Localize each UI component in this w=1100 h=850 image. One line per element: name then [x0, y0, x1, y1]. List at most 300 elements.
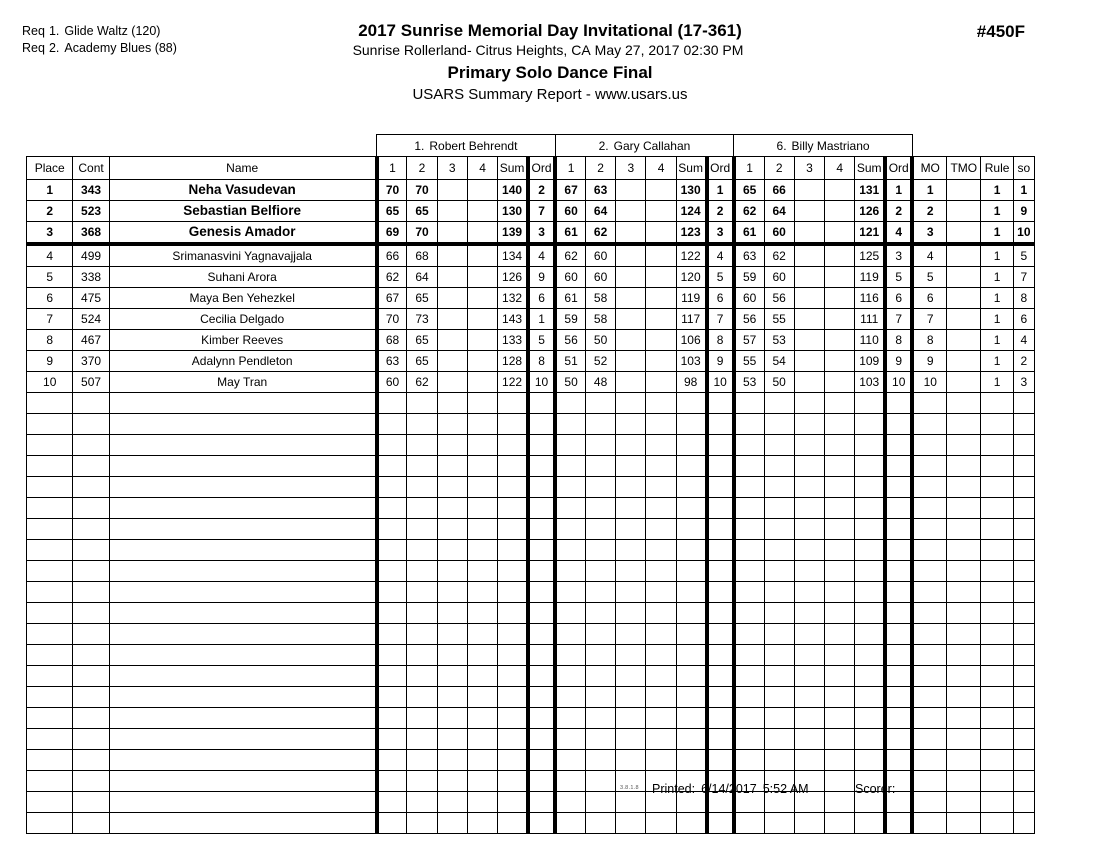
row-j2-d1 [555, 561, 585, 582]
row-j2-d2 [585, 540, 615, 561]
row-j1-d1 [377, 582, 407, 603]
row-j1-sum [498, 729, 528, 750]
row-j2-ord [707, 456, 734, 477]
scorer-label: Scorer: [855, 782, 896, 796]
row-j3-d4 [825, 813, 855, 834]
printed-time: 5:52 AM [762, 782, 809, 796]
row-j1-d4 [467, 729, 497, 750]
row-rule [981, 792, 1013, 813]
row-tmo [947, 561, 981, 582]
row-j3-d4 [825, 540, 855, 561]
row-j1-d3 [437, 666, 467, 687]
row-j1-sum [498, 561, 528, 582]
table-row-empty[interactable] [27, 393, 1035, 414]
row-j1-d1 [377, 729, 407, 750]
table-row[interactable] [27, 222, 1035, 245]
row-contestant-number [73, 708, 109, 729]
row-rule [981, 624, 1013, 645]
row-j3-d1 [734, 519, 764, 540]
row-j2-d4 [646, 414, 676, 435]
row-j3-d1 [734, 687, 764, 708]
row-j3-sum [855, 687, 885, 708]
row-j1-sum [498, 687, 528, 708]
row-contestant-number [73, 792, 109, 813]
row-j3-d3 [794, 603, 824, 624]
row-j1-d1 [377, 792, 407, 813]
row-j3-ord: 9 [885, 351, 912, 372]
row-j1-d1 [377, 540, 407, 561]
table-row-empty[interactable] [27, 603, 1035, 624]
row-j1-ord: 6 [528, 288, 555, 309]
row-rule [981, 477, 1013, 498]
row-rule [981, 771, 1013, 792]
row-j1-ord [528, 666, 555, 687]
row-j1-d2: 65 [407, 201, 437, 222]
row-j2-sum: 119 [676, 288, 706, 309]
row-j2-ord: 9 [707, 351, 734, 372]
row-j2-d3 [616, 729, 646, 750]
row-j2-d4 [646, 180, 676, 201]
row-rule: 1 [981, 309, 1013, 330]
row-j1-sum [498, 603, 528, 624]
row-j3-ord [885, 582, 912, 603]
table-row[interactable] [27, 309, 1035, 330]
row-j1-d2 [407, 687, 437, 708]
row-place [27, 687, 73, 708]
row-j2-d2: 48 [585, 372, 615, 393]
row-j2-d2 [585, 750, 615, 771]
row-so [1013, 687, 1034, 708]
row-j2-ord: 2 [707, 201, 734, 222]
row-j3-sum [855, 582, 885, 603]
table-row[interactable] [27, 201, 1035, 222]
row-j1-ord [528, 771, 555, 792]
requirement-label: Req [22, 41, 45, 55]
table-row-empty[interactable] [27, 645, 1035, 666]
row-place [27, 771, 73, 792]
row-rule [981, 729, 1013, 750]
table-row-empty[interactable] [27, 414, 1035, 435]
row-j2-ord [707, 645, 734, 666]
row-j2-d1: 50 [555, 372, 585, 393]
row-j1-d1: 60 [377, 372, 407, 393]
venue-line [0, 41, 1100, 60]
row-j3-d1: 59 [734, 267, 764, 288]
row-j2-d4 [646, 624, 676, 645]
row-contestant-number [73, 498, 109, 519]
row-j2-sum [676, 624, 706, 645]
row-j1-d1 [377, 708, 407, 729]
row-j2-d2 [585, 519, 615, 540]
row-j3-d4 [825, 645, 855, 666]
column-header-j1-d1: 1 [377, 157, 407, 180]
row-j1-d2 [407, 393, 437, 414]
row-so [1013, 792, 1034, 813]
row-j3-ord: 4 [885, 222, 912, 245]
table-row-empty[interactable] [27, 813, 1035, 834]
row-j1-d4 [467, 813, 497, 834]
row-j1-d3 [437, 414, 467, 435]
row-j1-d3 [437, 180, 467, 201]
judge-name: Gary Callahan [613, 138, 691, 153]
row-j1-sum: 134 [498, 244, 528, 267]
row-j3-sum [855, 750, 885, 771]
row-j2-ord [707, 603, 734, 624]
row-skater-name [109, 771, 376, 792]
row-rule [981, 708, 1013, 729]
printed-info [652, 782, 815, 796]
row-tmo [947, 498, 981, 519]
row-j2-d1 [555, 477, 585, 498]
row-contestant-number [73, 519, 109, 540]
table-row-empty[interactable] [27, 498, 1035, 519]
row-j2-d3 [616, 582, 646, 603]
table-row[interactable] [27, 351, 1035, 372]
row-j3-d2 [764, 393, 794, 414]
row-j3-d3 [794, 288, 824, 309]
row-rule: 1 [981, 201, 1013, 222]
row-j2-sum: 98 [676, 372, 706, 393]
table-row[interactable] [27, 372, 1035, 393]
row-j3-sum: 119 [855, 267, 885, 288]
row-j3-d2: 60 [764, 267, 794, 288]
row-j3-ord [885, 414, 912, 435]
row-rule: 1 [981, 288, 1013, 309]
row-j1-d4 [467, 435, 497, 456]
row-j3-d3 [794, 267, 824, 288]
row-j2-sum: 103 [676, 351, 706, 372]
table-row-empty[interactable] [27, 666, 1035, 687]
row-skater-name: Kimber Reeves [109, 330, 376, 351]
row-j1-d4 [467, 222, 497, 245]
row-j2-ord [707, 708, 734, 729]
row-j1-ord [528, 393, 555, 414]
column-header-place: Place [27, 157, 73, 180]
row-j2-ord [707, 393, 734, 414]
column-header-j3-d3: 3 [794, 157, 824, 180]
row-j1-d3 [437, 771, 467, 792]
judge-number: 1. [414, 138, 425, 153]
table-row-empty[interactable] [27, 582, 1035, 603]
row-j2-sum [676, 582, 706, 603]
row-j2-ord [707, 750, 734, 771]
row-j2-d3 [616, 561, 646, 582]
row-contestant-number [73, 393, 109, 414]
row-j2-d1 [555, 498, 585, 519]
row-place: 3 [27, 222, 73, 245]
row-j2-sum: 106 [676, 330, 706, 351]
row-j2-ord [707, 687, 734, 708]
row-j1-ord: 2 [528, 180, 555, 201]
table-row-empty[interactable] [27, 519, 1035, 540]
row-j2-sum [676, 708, 706, 729]
row-j2-d1 [555, 540, 585, 561]
row-j3-d1 [734, 435, 764, 456]
row-so: 6 [1013, 309, 1034, 330]
row-tmo [947, 180, 981, 201]
column-header-j2-sum: Sum [676, 157, 706, 180]
row-j2-d1: 62 [555, 244, 585, 267]
table-row[interactable] [27, 180, 1035, 201]
row-contestant-number: 368 [73, 222, 109, 245]
row-j1-sum [498, 540, 528, 561]
row-j3-d3 [794, 813, 824, 834]
row-rule: 1 [981, 180, 1013, 201]
row-mo: 2 [912, 201, 946, 222]
table-row[interactable] [27, 244, 1035, 267]
column-header-j1-d2: 2 [407, 157, 437, 180]
row-j3-d2: 62 [764, 244, 794, 267]
row-j1-d1: 66 [377, 244, 407, 267]
column-header-tmo: TMO [947, 157, 981, 180]
row-j3-ord [885, 708, 912, 729]
row-place [27, 393, 73, 414]
row-j2-d4 [646, 687, 676, 708]
column-header-j2-d3: 3 [616, 157, 646, 180]
row-j2-ord [707, 561, 734, 582]
row-j1-ord [528, 645, 555, 666]
table-row[interactable] [27, 330, 1035, 351]
row-j3-d3 [794, 414, 824, 435]
row-j2-d4 [646, 498, 676, 519]
row-j1-ord [528, 792, 555, 813]
row-j1-sum: 132 [498, 288, 528, 309]
row-j2-d1 [555, 393, 585, 414]
row-j2-d1: 59 [555, 309, 585, 330]
row-j3-d4 [825, 244, 855, 267]
row-rule [981, 750, 1013, 771]
row-j2-d2 [585, 708, 615, 729]
row-j2-d2 [585, 456, 615, 477]
row-j3-ord [885, 729, 912, 750]
row-skater-name [109, 414, 376, 435]
row-j2-d3 [616, 456, 646, 477]
row-j3-d2 [764, 813, 794, 834]
row-j2-d1 [555, 771, 585, 792]
row-j3-d4 [825, 180, 855, 201]
table-row[interactable] [27, 288, 1035, 309]
row-j2-d4 [646, 456, 676, 477]
row-j1-d2 [407, 624, 437, 645]
row-j1-d3 [437, 267, 467, 288]
row-j3-d2 [764, 750, 794, 771]
row-skater-name: Neha Vasudevan [109, 180, 376, 201]
row-j2-d4 [646, 309, 676, 330]
row-j1-d4 [467, 244, 497, 267]
column-header-mo: MO [912, 157, 946, 180]
row-j2-d4 [646, 750, 676, 771]
row-j1-sum [498, 498, 528, 519]
row-j3-sum [855, 498, 885, 519]
column-header-j1-d4: 4 [467, 157, 497, 180]
table-row-empty[interactable] [27, 729, 1035, 750]
row-j1-d4 [467, 792, 497, 813]
row-rule [981, 456, 1013, 477]
table-row-empty[interactable] [27, 561, 1035, 582]
row-tmo [947, 519, 981, 540]
row-contestant-number [73, 540, 109, 561]
row-j3-d3 [794, 561, 824, 582]
row-skater-name [109, 624, 376, 645]
row-j2-d2: 60 [585, 267, 615, 288]
row-skater-name: Sebastian Belfiore [109, 201, 376, 222]
row-rule: 1 [981, 372, 1013, 393]
requirement-text: Glide Waltz (120) [64, 24, 161, 38]
row-mo [912, 582, 946, 603]
table-row-empty[interactable] [27, 477, 1035, 498]
row-j1-d2: 70 [407, 222, 437, 245]
row-j2-d4 [646, 372, 676, 393]
row-j2-sum: 123 [676, 222, 706, 245]
row-skater-name [109, 750, 376, 771]
row-j3-sum [855, 666, 885, 687]
row-j1-d4 [467, 561, 497, 582]
row-j1-d4 [467, 351, 497, 372]
row-place: 1 [27, 180, 73, 201]
row-j3-sum: 103 [855, 372, 885, 393]
row-j2-d2: 63 [585, 180, 615, 201]
row-j2-d3 [616, 267, 646, 288]
row-j2-sum: 117 [676, 309, 706, 330]
row-j3-d4 [825, 687, 855, 708]
table-row-empty[interactable] [27, 750, 1035, 771]
row-j1-ord [528, 456, 555, 477]
event-code: #450F [976, 22, 1025, 41]
row-j3-d1 [734, 750, 764, 771]
row-j2-d2: 52 [585, 351, 615, 372]
row-j2-d1 [555, 666, 585, 687]
requirement-number: 1. [48, 24, 60, 38]
row-so [1013, 666, 1034, 687]
row-skater-name: Srimanasvini Yagnavajjala [109, 244, 376, 267]
row-j3-d2 [764, 687, 794, 708]
row-j2-d1: 67 [555, 180, 585, 201]
row-j2-d4 [646, 540, 676, 561]
row-j1-d4 [467, 330, 497, 351]
row-j2-ord: 4 [707, 244, 734, 267]
row-j2-ord: 1 [707, 180, 734, 201]
row-tmo [947, 582, 981, 603]
row-j1-d4 [467, 372, 497, 393]
printed-date: 6/14/2017 [701, 782, 757, 796]
row-j1-d2 [407, 519, 437, 540]
row-place: 9 [27, 351, 73, 372]
row-j3-ord: 3 [885, 244, 912, 267]
row-j1-ord [528, 561, 555, 582]
row-contestant-number: 499 [73, 244, 109, 267]
row-j3-d3 [794, 666, 824, 687]
row-j3-sum [855, 414, 885, 435]
row-j1-ord [528, 708, 555, 729]
row-j1-d1 [377, 519, 407, 540]
row-j2-d1 [555, 603, 585, 624]
row-mo [912, 771, 946, 792]
row-so [1013, 456, 1034, 477]
row-j2-d4 [646, 561, 676, 582]
row-j3-d1: 53 [734, 372, 764, 393]
table-row-empty[interactable] [27, 456, 1035, 477]
row-j1-d4 [467, 456, 497, 477]
row-mo [912, 603, 946, 624]
row-j2-sum [676, 666, 706, 687]
row-so [1013, 540, 1034, 561]
row-j1-d4 [467, 309, 497, 330]
row-skater-name [109, 540, 376, 561]
row-j2-d2 [585, 477, 615, 498]
venue-name: Sunrise Rollerland- Citrus Heights, CA [352, 42, 591, 58]
row-so: 3 [1013, 372, 1034, 393]
row-j1-d3 [437, 456, 467, 477]
row-j1-sum: 133 [498, 330, 528, 351]
row-j1-sum [498, 435, 528, 456]
row-j1-d1: 65 [377, 201, 407, 222]
row-j3-d1 [734, 477, 764, 498]
row-j3-d3 [794, 540, 824, 561]
row-j1-d3 [437, 435, 467, 456]
row-j3-sum [855, 435, 885, 456]
row-mo: 8 [912, 330, 946, 351]
row-j2-d4 [646, 222, 676, 245]
table-row-empty[interactable] [27, 540, 1035, 561]
row-j3-d4 [825, 330, 855, 351]
row-j1-d2 [407, 456, 437, 477]
row-j2-d3 [616, 603, 646, 624]
row-j3-d1 [734, 498, 764, 519]
row-j2-d3 [616, 477, 646, 498]
row-tmo [947, 414, 981, 435]
row-place [27, 750, 73, 771]
row-rule [981, 498, 1013, 519]
row-j1-d3 [437, 519, 467, 540]
row-j2-d1: 60 [555, 201, 585, 222]
row-j1-ord: 4 [528, 244, 555, 267]
row-j3-d1 [734, 561, 764, 582]
row-j1-ord [528, 750, 555, 771]
table-row-empty[interactable] [27, 687, 1035, 708]
row-contestant-number [73, 456, 109, 477]
table-row-empty[interactable] [27, 624, 1035, 645]
row-j2-d2 [585, 393, 615, 414]
row-j3-d1 [734, 456, 764, 477]
row-j3-d4 [825, 792, 855, 813]
row-place: 5 [27, 267, 73, 288]
row-j3-d2: 50 [764, 372, 794, 393]
row-j3-d1 [734, 414, 764, 435]
row-j3-d2 [764, 561, 794, 582]
row-j3-d4 [825, 351, 855, 372]
row-j1-ord [528, 498, 555, 519]
table-row-empty[interactable] [27, 435, 1035, 456]
row-j2-d3 [616, 393, 646, 414]
table-row[interactable] [27, 267, 1035, 288]
printed-label: Printed: [652, 782, 696, 796]
row-j2-d2 [585, 414, 615, 435]
row-j2-sum: 122 [676, 244, 706, 267]
row-j1-d3 [437, 561, 467, 582]
row-rule [981, 414, 1013, 435]
row-contestant-number [73, 582, 109, 603]
row-j1-sum [498, 792, 528, 813]
row-j3-d1: 63 [734, 244, 764, 267]
row-j1-d4 [467, 582, 497, 603]
row-j1-d2 [407, 435, 437, 456]
row-mo [912, 414, 946, 435]
table-row-empty[interactable] [27, 708, 1035, 729]
row-j3-ord [885, 393, 912, 414]
report-header [0, 20, 1100, 106]
row-j2-ord: 6 [707, 288, 734, 309]
row-tmo [947, 330, 981, 351]
